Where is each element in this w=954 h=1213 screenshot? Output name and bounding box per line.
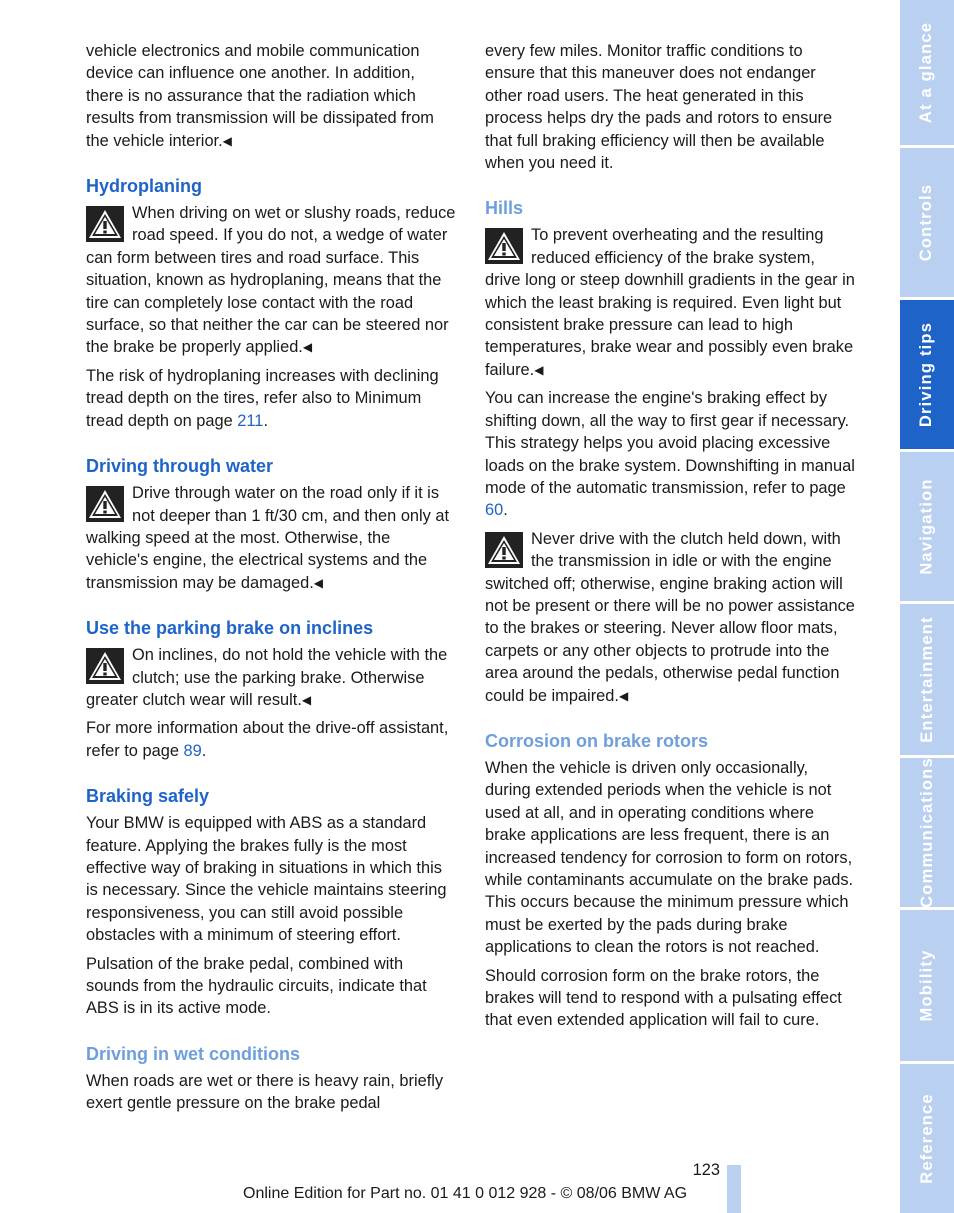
end-mark-icon: ◀ xyxy=(222,133,232,148)
warning-text: When driving on wet or slushy roads, reduce road speed. If you do not, a wedge of water can form between tires and road surface. This situation, known as hydroplaning, means that the tire can completely lose contact with the road surface, so that neither the car can be steered nor the brake be properly applied. xyxy=(86,204,456,357)
page-link[interactable]: 211 xyxy=(237,411,264,430)
end-mark-icon: ◀ xyxy=(618,688,629,703)
tab-entertainment[interactable]: Entertainment xyxy=(900,604,954,755)
tab-reference[interactable]: Reference xyxy=(900,1064,954,1213)
warning-text: On inclines, do not hold the vehicle with the clutch; use the parking brake. Otherwise greater clutch wear will result. xyxy=(86,646,448,709)
warning-triangle-icon xyxy=(485,532,523,568)
paragraph-text: You can increase the engine's braking effect by shifting down, all the way to first gear if necessary. This strategy helps you avoid placing excessive loads on the brake system. Downshifting in manual mode of the automatic transmission, refer to page xyxy=(485,389,855,497)
footer-text: Online Edition for Part no. 01 41 0 012 928 - © 08/06 BMW AG xyxy=(243,1185,688,1202)
warning-hydroplaning xyxy=(86,202,456,359)
end-mark-icon: ◀ xyxy=(301,692,312,707)
end-mark-icon: ◀ xyxy=(313,575,323,590)
tab-at-a-glance[interactable]: At a glance xyxy=(900,0,954,145)
tab-controls[interactable]: Controls xyxy=(900,148,954,297)
tab-navigation[interactable]: Navigation xyxy=(900,452,954,601)
end-mark-icon: ◀ xyxy=(534,362,544,377)
page-number: 123 xyxy=(692,1161,720,1179)
paragraph-text: Should corrosion form on the brake rotors, the brakes will tend to respond with a pulsating effect that even extended application will fail to cure. xyxy=(485,966,842,1030)
warning-parking-brake xyxy=(86,644,456,711)
heading-hills: Hills xyxy=(485,198,524,219)
paragraph-text: Pulsation of the brake pedal, combined with sounds from the hydraulic circuits, indicate that ABS is in its active mode. xyxy=(86,954,427,1018)
paragraph-text: The risk of hydroplaning increases with declining tread depth on the tires, refer also to Minimum tread depth on page xyxy=(86,366,439,430)
warning-text: Drive through water on the road only if it is not deeper than 1 ft/30 cm, and then only at walking speed at the most. Otherwise, the vehicle's engine, the electrical systems and the transmission may be damaged. xyxy=(86,484,450,592)
warning-triangle-icon xyxy=(485,228,523,264)
tab-communications[interactable]: Communications xyxy=(900,758,954,907)
end-mark-icon: ◀ xyxy=(302,340,313,355)
paragraph-text: Your BMW is equipped with ABS as a standard feature. Applying the brakes fully is the most effective way of braking in situations in which this is necessary. Since the vehicle maintains steering responsiveness, you can still avoid possible obstacles with a minimum of steering effort. xyxy=(86,814,447,945)
heading-braking-safely: Braking safely xyxy=(86,786,210,807)
heading-hydroplaning: Hydroplaning xyxy=(86,176,202,197)
warning-text: Never drive with the clutch held down, with the transmission in idle or with the engine switched off; otherwise, engine braking action will not be present or there will be no power assistance to the brakes or steering. Never allow floor mats, carpets or any other objects to protrude into the area around the pedals, otherwise pedal function could be impaired. xyxy=(485,529,855,705)
warning-triangle-icon xyxy=(86,648,124,684)
warning-text: To prevent overheating and the resulting reduced efficiency of the brake system, drive long or steep downhill gradients in the gear in which the least braking is required. Even light but consistent brake pressure can lead to high temperatures, brake wear and possibly even brake failure. xyxy=(485,226,855,379)
warning-triangle-icon xyxy=(86,206,124,242)
heading-corrosion: Corrosion on brake rotors xyxy=(485,730,709,751)
page-link[interactable]: 89 xyxy=(183,741,202,760)
paragraph-text: When the vehicle is driven only occasionally, during extended periods when the vehicle is not used at all, and in operating conditions where brake applications are less frequent, there is an increased tendency for corrosion to form on rotors, while contaminants accumulate on the brake pads. This occurs because the minimum pressure which must be exerted by the pads during brake applications to clean the rotors is not reached. xyxy=(485,758,854,957)
page-marker xyxy=(727,1165,741,1213)
paragraph-text: When roads are wet or there is heavy rain, briefly exert gentle pressure on the brake pedal xyxy=(86,1071,444,1113)
warning-water xyxy=(86,482,456,594)
heading-parking-brake: Use the parking brake on inclines xyxy=(86,618,374,639)
chapter-tabs xyxy=(900,0,954,1213)
tab-driving-tips[interactable]: Driving tips xyxy=(900,300,954,449)
page-link[interactable]: 60 xyxy=(485,501,504,520)
intro-text: vehicle electronics and mobile communication device can influence one another. In addition, there is no assurance that the radiation which results from transmission will be dissipated from the vehicle interior. xyxy=(86,42,434,150)
heading-wet-conditions: Driving in wet conditions xyxy=(86,1043,301,1064)
warning-clutch xyxy=(485,528,855,707)
tab-mobility[interactable]: Mobility xyxy=(900,910,954,1061)
intro-text: every few miles. Monitor traffic conditions to ensure that this maneuver does not endanger other road users. The heat generated in this process helps dry the pads and rotors to ensure that full braking efficiency will then be available when you need it. xyxy=(485,42,833,173)
warning-hills xyxy=(485,224,855,381)
warning-triangle-icon xyxy=(86,486,124,522)
left-column: vehicle electronics and mobile communication device can influence one another. In addition, there is no assurance that the radiation which results from transmission will be dissipated from the vehicle interior.◀ Hydroplaning When driving on wet or slushy roads, reduce road speed. If you do not, a wedge of water can form between tires and road surface. This situation, known as hydroplaning, means that the tire can completely lose contact with the road surface, so that neither the car can be steered nor the brake be properly applied.◀ The risk of hydroplaning increases with declining tread depth on the tires, refer also to Minimum tread depth on page 211. Driving through water Drive through water on the road only if it is not deeper than 1 ft/30 cm, and then only at walking speed at the most. Otherwise, the vehicle's engine, the electrical systems and the transmission may be damaged.◀ Use the parking brake on inclines On inclines, do not hold the vehicle with the clutch; use the parking brake. Otherwise greater clutch wear will result.◀ For more information about the drive-off assistant, refer to page 89. Braking safely Your BMW is equipped with ABS as a standard feature. Applying the brakes fully is the most effective way of braking in situations in which this is necessary. Since the vehicle maintains steering responsiveness, you can still avoid possible obstacles with a minimum of steering effort. Pulsation of the brake pedal, combined with sounds from the hydraulic circuits, indicate that ABS is in its active mode. Driving in wet conditions When roads are wet or there is heavy rain, briefly exert gentle pressure on the brake pedal xyxy=(86,40,456,1115)
right-column: every few miles. Monitor traffic conditions to ensure that this maneuver does not endanger other road users. The heat generated in this process helps dry the pads and rotors to ensure that full braking efficiency will then be available when you need it. Hills To prevent overheating and the resulting reduced efficiency of the brake system, drive long or steep downhill gradients in the gear in which the least braking is required. Even light but consistent brake pressure can lead to high temperatures, brake wear and possibly even brake failure.◀ You can increase the engine's braking effect by shifting down, all the way to first gear if necessary. This strategy helps you avoid placing excessive loads on the brake system. Downshifting in manual mode of the automatic transmission, refer to page 60. Never drive with the clutch held down, with the transmission in idle or with the engine switched off; otherwise, engine braking action will not be present or there will be no power assistance to the brakes or steering. Never allow floor mats, carpets or any other objects to protrude into the area around the pedals, otherwise pedal function could be impaired.◀ Corrosion on brake rotors When the vehicle is driven only occasionally, during extended periods when the vehicle is not used at all, and in operating conditions where brake applications are less frequent, there is an increased tendency for corrosion to form on rotors, while contaminants accumulate on the brake pads. This occurs because the minimum pressure which must be exerted by the pads during brake applications to clean the rotors is not reached. Should corrosion form on the brake rotors, the brakes will tend to respond with a pulsating effect that even extended application will fail to cure. xyxy=(485,40,855,1038)
paragraph-text: For more information about the drive-off assistant, refer to page xyxy=(86,719,449,760)
heading-driving-through-water: Driving through water xyxy=(86,456,274,477)
